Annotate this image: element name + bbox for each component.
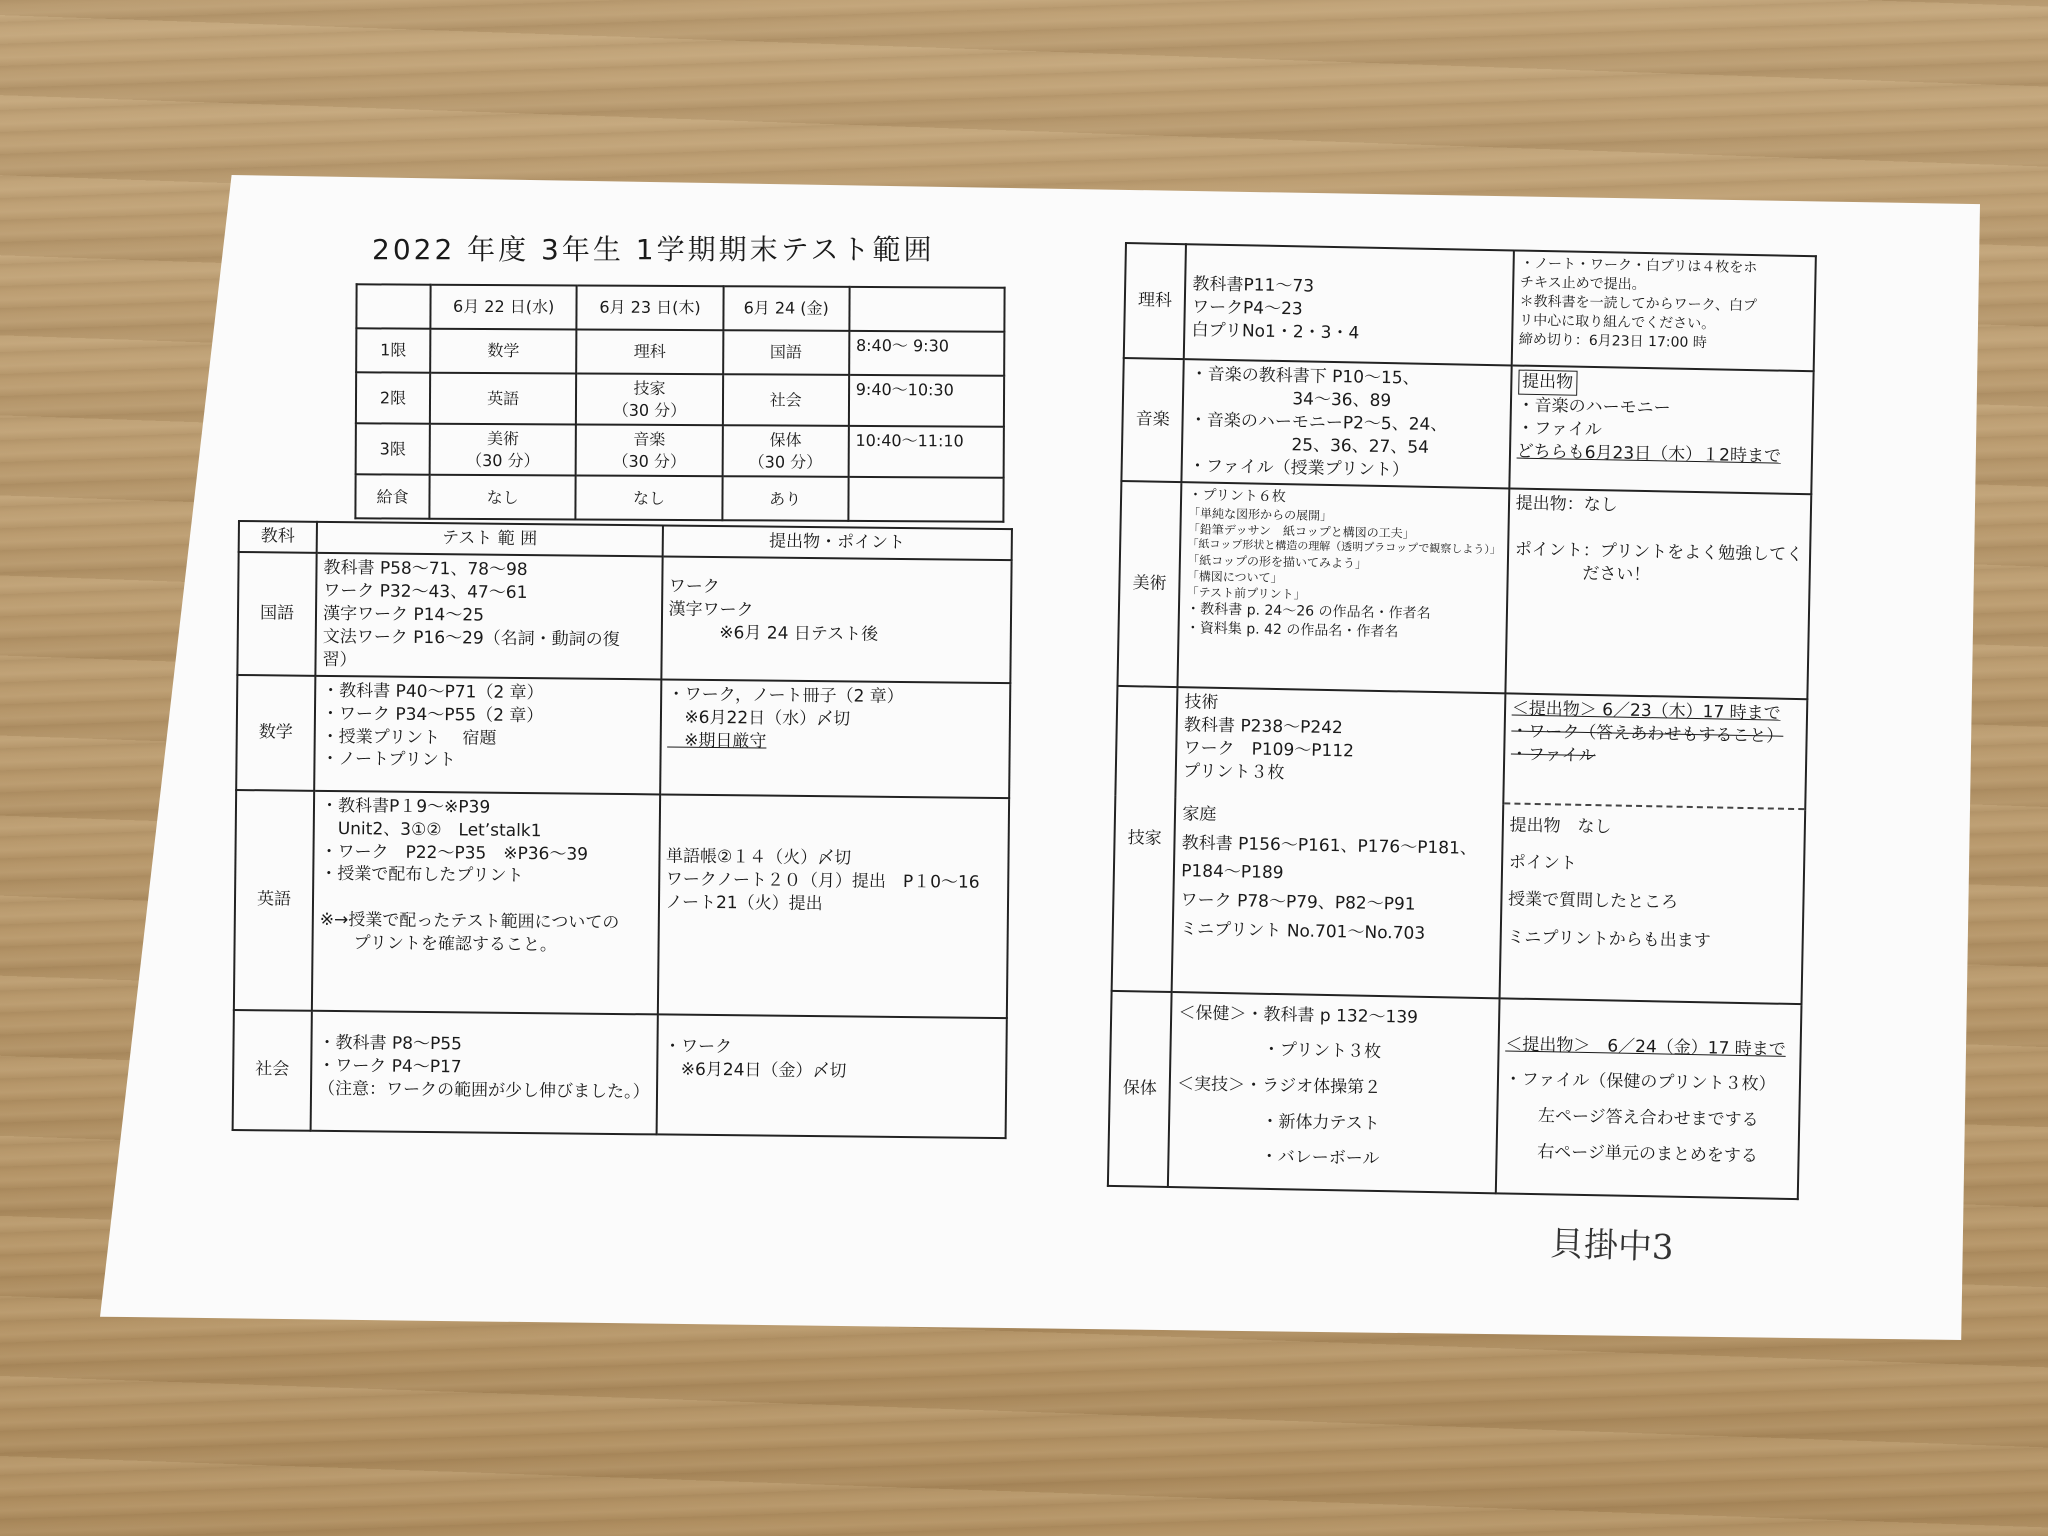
subject-row-rika	[1124, 243, 1816, 371]
points-cell	[1505, 488, 1811, 699]
range-cell	[314, 675, 661, 794]
schedule-cell: 保体 （30 分）	[722, 425, 848, 477]
schedule-cell: 技家 （30 分）	[576, 373, 723, 425]
range-cell	[311, 1010, 658, 1134]
range-line: 「テスト前プリント」	[1186, 585, 1306, 602]
subject-row-hotai	[1108, 991, 1802, 1199]
points-line: ・ワーク（答えあわせもすること）	[1511, 721, 1784, 747]
range-line: P184〜P189	[1181, 861, 1284, 884]
points-line: ださい！	[1514, 562, 1651, 585]
range-cell	[312, 790, 660, 1014]
range-line: ・ノートプリント	[321, 749, 456, 771]
points-line: ポイント：プリントをよく勉強してく	[1514, 539, 1804, 565]
range-line: ・バレーボール	[1175, 1145, 1380, 1170]
points-cell	[657, 794, 1009, 1018]
range-line: ・ワーク P22〜P35 ※P36〜39	[320, 841, 589, 865]
points-line: ノート21（火）提出	[665, 891, 823, 914]
points-line: リ中心に取り組んでください。	[1519, 312, 1716, 333]
points-line: ・音楽のハーモニー	[1517, 395, 1671, 419]
points-cell	[1511, 250, 1815, 371]
schedule-cell: 音楽 （30 分）	[576, 425, 723, 477]
range-line: ・ファイル（授業プリント）	[1188, 456, 1410, 481]
header-range: テスト 範 囲	[317, 522, 663, 557]
right-subject-table	[1107, 242, 1817, 1200]
range-cell	[1172, 797, 1503, 998]
range-line: ・ワーク P4〜P17	[318, 1055, 462, 1077]
points-line: どちらも6月23日（木）１2時まで	[1516, 441, 1782, 467]
subject-label: 理科	[1124, 243, 1186, 359]
range-line: ワークP4〜23	[1191, 297, 1303, 320]
range-line: 漢字ワーク P14〜25	[322, 603, 485, 626]
points-cell	[1503, 693, 1807, 809]
points-line: ・ファイル	[1516, 418, 1603, 441]
subject-row-eigo	[234, 790, 1009, 1018]
points-line: ポイント	[1508, 852, 1578, 874]
range-line: 教科書 P58〜71、78〜98	[323, 557, 528, 580]
points-line: ・ファイル（保健のプリント３枚）	[1504, 1069, 1776, 1096]
points-line: 右ページ単元のまとめをする	[1503, 1141, 1759, 1167]
range-line: 「紙コップ形状と構造の理解（透明プラコップで観察しよう）」	[1187, 537, 1501, 557]
points-line: 締め切り：6月23日 17:00 時	[1518, 331, 1707, 351]
subject-row-ongaku	[1121, 358, 1813, 494]
range-cell	[1178, 482, 1509, 693]
points-cell	[1499, 803, 1805, 1004]
schedule-header-row	[356, 284, 1004, 331]
points-line: 左ページ答え合わせまでする	[1503, 1105, 1759, 1131]
range-line: ミニプリント No.701〜No.703	[1179, 919, 1426, 945]
points-line: ・ノート・ワーク・白プリは４枚をホ	[1520, 255, 1758, 277]
points-cell	[660, 679, 1011, 798]
subject-label: 社会	[233, 1010, 312, 1131]
points-cell	[1509, 365, 1814, 493]
points-line: ミニプリントからも出ます	[1507, 927, 1711, 952]
schedule-cell: 美術 （30 分）	[430, 424, 577, 476]
schedule-cell: 国語	[723, 330, 849, 375]
range-line: ・音楽のハーモニーP2〜5、24、	[1189, 410, 1448, 436]
range-line: ・プリント６枚	[1188, 486, 1287, 505]
schedule-row	[356, 328, 1004, 375]
range-line: プリント３枚	[1182, 760, 1285, 783]
points-cell	[1495, 998, 1801, 1199]
range-line: ・授業プリント 宿題	[321, 726, 497, 749]
points-line: ワークノート２０（月）提出 P１0〜16	[665, 869, 980, 893]
schedule-corner	[356, 284, 430, 328]
points-line: 提出物 なし	[1509, 815, 1612, 838]
range-line: Unit2、3①② Let’stalk1	[320, 818, 542, 841]
range-line: ※→授業で配ったテスト範囲についての	[319, 910, 620, 934]
range-line: ・教科書 P8〜P55	[318, 1032, 462, 1054]
range-line: 25、36、27、54	[1189, 433, 1430, 458]
range-line: ・ワーク P34〜P55（2 章）	[321, 703, 544, 726]
page-title: 2022 年度 3年生 1学期期末テスト範囲	[372, 233, 935, 266]
schedule-row	[356, 372, 1004, 427]
subject-label: 保体	[1108, 991, 1172, 1187]
range-line: ・プリント３枚	[1177, 1038, 1382, 1063]
subject-label: 技家	[1112, 686, 1178, 992]
points-line: ・ファイル	[1510, 744, 1596, 766]
subject-label: 数学	[236, 675, 315, 791]
schedule-row	[355, 475, 1003, 522]
points-line: 単語帳②１４（火）〆切	[665, 846, 852, 869]
range-cell	[1168, 992, 1499, 1193]
subject-row-gika-a	[1115, 686, 1807, 809]
range-line: ＜保健＞・教科書 p 132〜139	[1178, 1002, 1419, 1028]
points-line: ※期日厳守	[667, 730, 767, 752]
range-line: 「鉛筆デッサン 紙コップと構図の工夫」	[1187, 522, 1415, 541]
range-line: 「紙コップの形を描いてみよう」	[1187, 553, 1368, 571]
range-line: 「構図について」	[1186, 569, 1283, 586]
subject-row-shakai	[233, 1010, 1007, 1138]
range-line: 白プリNo1・2・3・4	[1191, 320, 1360, 344]
schedule-row	[356, 423, 1004, 478]
period-label: 2限	[356, 372, 430, 424]
range-line: 家庭	[1182, 803, 1217, 825]
range-line: プリントを確認すること。	[319, 933, 557, 956]
range-line: 「単純な図形からの展開」	[1187, 505, 1333, 523]
range-line: （注意：ワークの範囲が少し伸びました。）	[317, 1078, 650, 1102]
points-line: ＜提出物＞ 6／24（金）17 時まで	[1505, 1034, 1786, 1060]
period-time: 9:40〜10:30	[849, 375, 1005, 427]
schedule-cell: なし	[576, 476, 723, 521]
range-line: ワーク P109〜P112	[1183, 737, 1355, 762]
range-line	[320, 886, 652, 912]
schedule-cell: 社会	[723, 374, 849, 426]
subject-row-sugaku	[236, 675, 1010, 798]
range-cell	[1182, 359, 1512, 488]
range-line: 34〜36、89	[1190, 387, 1392, 412]
range-line: 教科書P11〜73	[1192, 274, 1315, 297]
points-cell	[661, 556, 1012, 682]
range-line: ・音楽の教科書下 P10〜15、	[1190, 364, 1420, 389]
points-line: 授業で質問したところ	[1507, 889, 1679, 914]
points-line: ※6月 24 日テスト後	[668, 622, 879, 645]
range-line: 教科書 P156〜P161、P176〜P181、	[1181, 832, 1478, 859]
range-line: 技術	[1184, 691, 1219, 713]
handwritten-note: 貝掛中3	[1549, 1223, 1675, 1269]
range-cell	[1176, 687, 1505, 803]
subject-row-kokugo	[237, 552, 1011, 683]
points-line: ＊教科書を一読してからワーク、白プ	[1519, 293, 1758, 314]
points-cell	[656, 1014, 1007, 1138]
points-line: 提出物：なし	[1515, 493, 1618, 516]
points-line: ※6月24日（金）〆切	[663, 1059, 847, 1081]
header-points: 提出物・ポイント	[662, 525, 1012, 560]
schedule-cell: なし	[429, 475, 576, 520]
subject-label: 美術	[1117, 481, 1181, 687]
range-line: 習）	[322, 649, 357, 670]
range-line: ＜実技＞・ラジオ体操第２	[1176, 1074, 1382, 1099]
points-line: ＜提出物＞ 6／23（木）17 時まで	[1511, 698, 1781, 724]
period-label: 3限	[356, 423, 430, 475]
period-time: 10:40〜11:10	[848, 426, 1004, 478]
points-head: 提出物	[1518, 370, 1577, 396]
points-line: ※6月22日（水）〆切	[667, 707, 851, 729]
subject-row-bijutsu	[1117, 481, 1811, 699]
subject-label: 音楽	[1121, 358, 1184, 482]
points-line: ワーク	[668, 576, 720, 597]
range-line: 教科書 P238〜P242	[1183, 714, 1343, 738]
range-line: ・授業で配布したプリント	[320, 864, 524, 887]
schedule-cell: 英語	[430, 373, 577, 425]
points-line: 漢字ワーク	[668, 599, 754, 621]
range-line: ワーク P32〜43、47〜61	[323, 580, 528, 603]
range-line: ・資料集 p. 42 の作品名・作者名	[1185, 620, 1399, 641]
schedule-cell: 数学	[430, 329, 577, 374]
range-line: ・教科書 P40〜P71（2 章）	[322, 680, 544, 703]
subject-row-gika-b	[1112, 796, 1806, 1004]
period-time	[848, 477, 1004, 522]
range-cell	[315, 553, 662, 679]
points-line: チキス止めで提出。	[1519, 274, 1646, 293]
header-subject: 教科	[239, 521, 317, 553]
period-label: 1限	[356, 328, 430, 372]
schedule-cell: あり	[722, 477, 848, 522]
left-subject-table	[232, 520, 1013, 1139]
range-line: ワーク P78〜P79、P82〜P91	[1180, 890, 1416, 916]
schedule-cell: 理科	[576, 329, 723, 374]
points-line: ・ワーク，ノート冊子（2 章）	[667, 684, 904, 707]
range-line: ・教科書P１9〜※P39	[320, 795, 491, 818]
range-line: ・新体力テスト	[1176, 1109, 1380, 1134]
subject-label: 国語	[237, 552, 316, 675]
date-cell: 6月 24 (金)	[723, 286, 849, 331]
date-cell: 6月 22 日(水)	[430, 285, 577, 330]
period-time: 8:40〜 9:30	[849, 331, 1005, 376]
range-line: ・教科書 p. 24〜26 の作品名・作者名	[1186, 601, 1431, 623]
subject-label: 英語	[234, 790, 314, 1011]
period-label: 給食	[355, 475, 429, 519]
schedule-table	[354, 283, 1005, 523]
range-cell	[1184, 244, 1514, 365]
points-line: ・ワーク	[663, 1036, 733, 1057]
range-line: 文法ワーク P16〜29（名詞・動詞の復	[322, 626, 620, 650]
date-cell: 6月 23 日(木)	[577, 285, 724, 330]
time-header	[849, 287, 1005, 332]
